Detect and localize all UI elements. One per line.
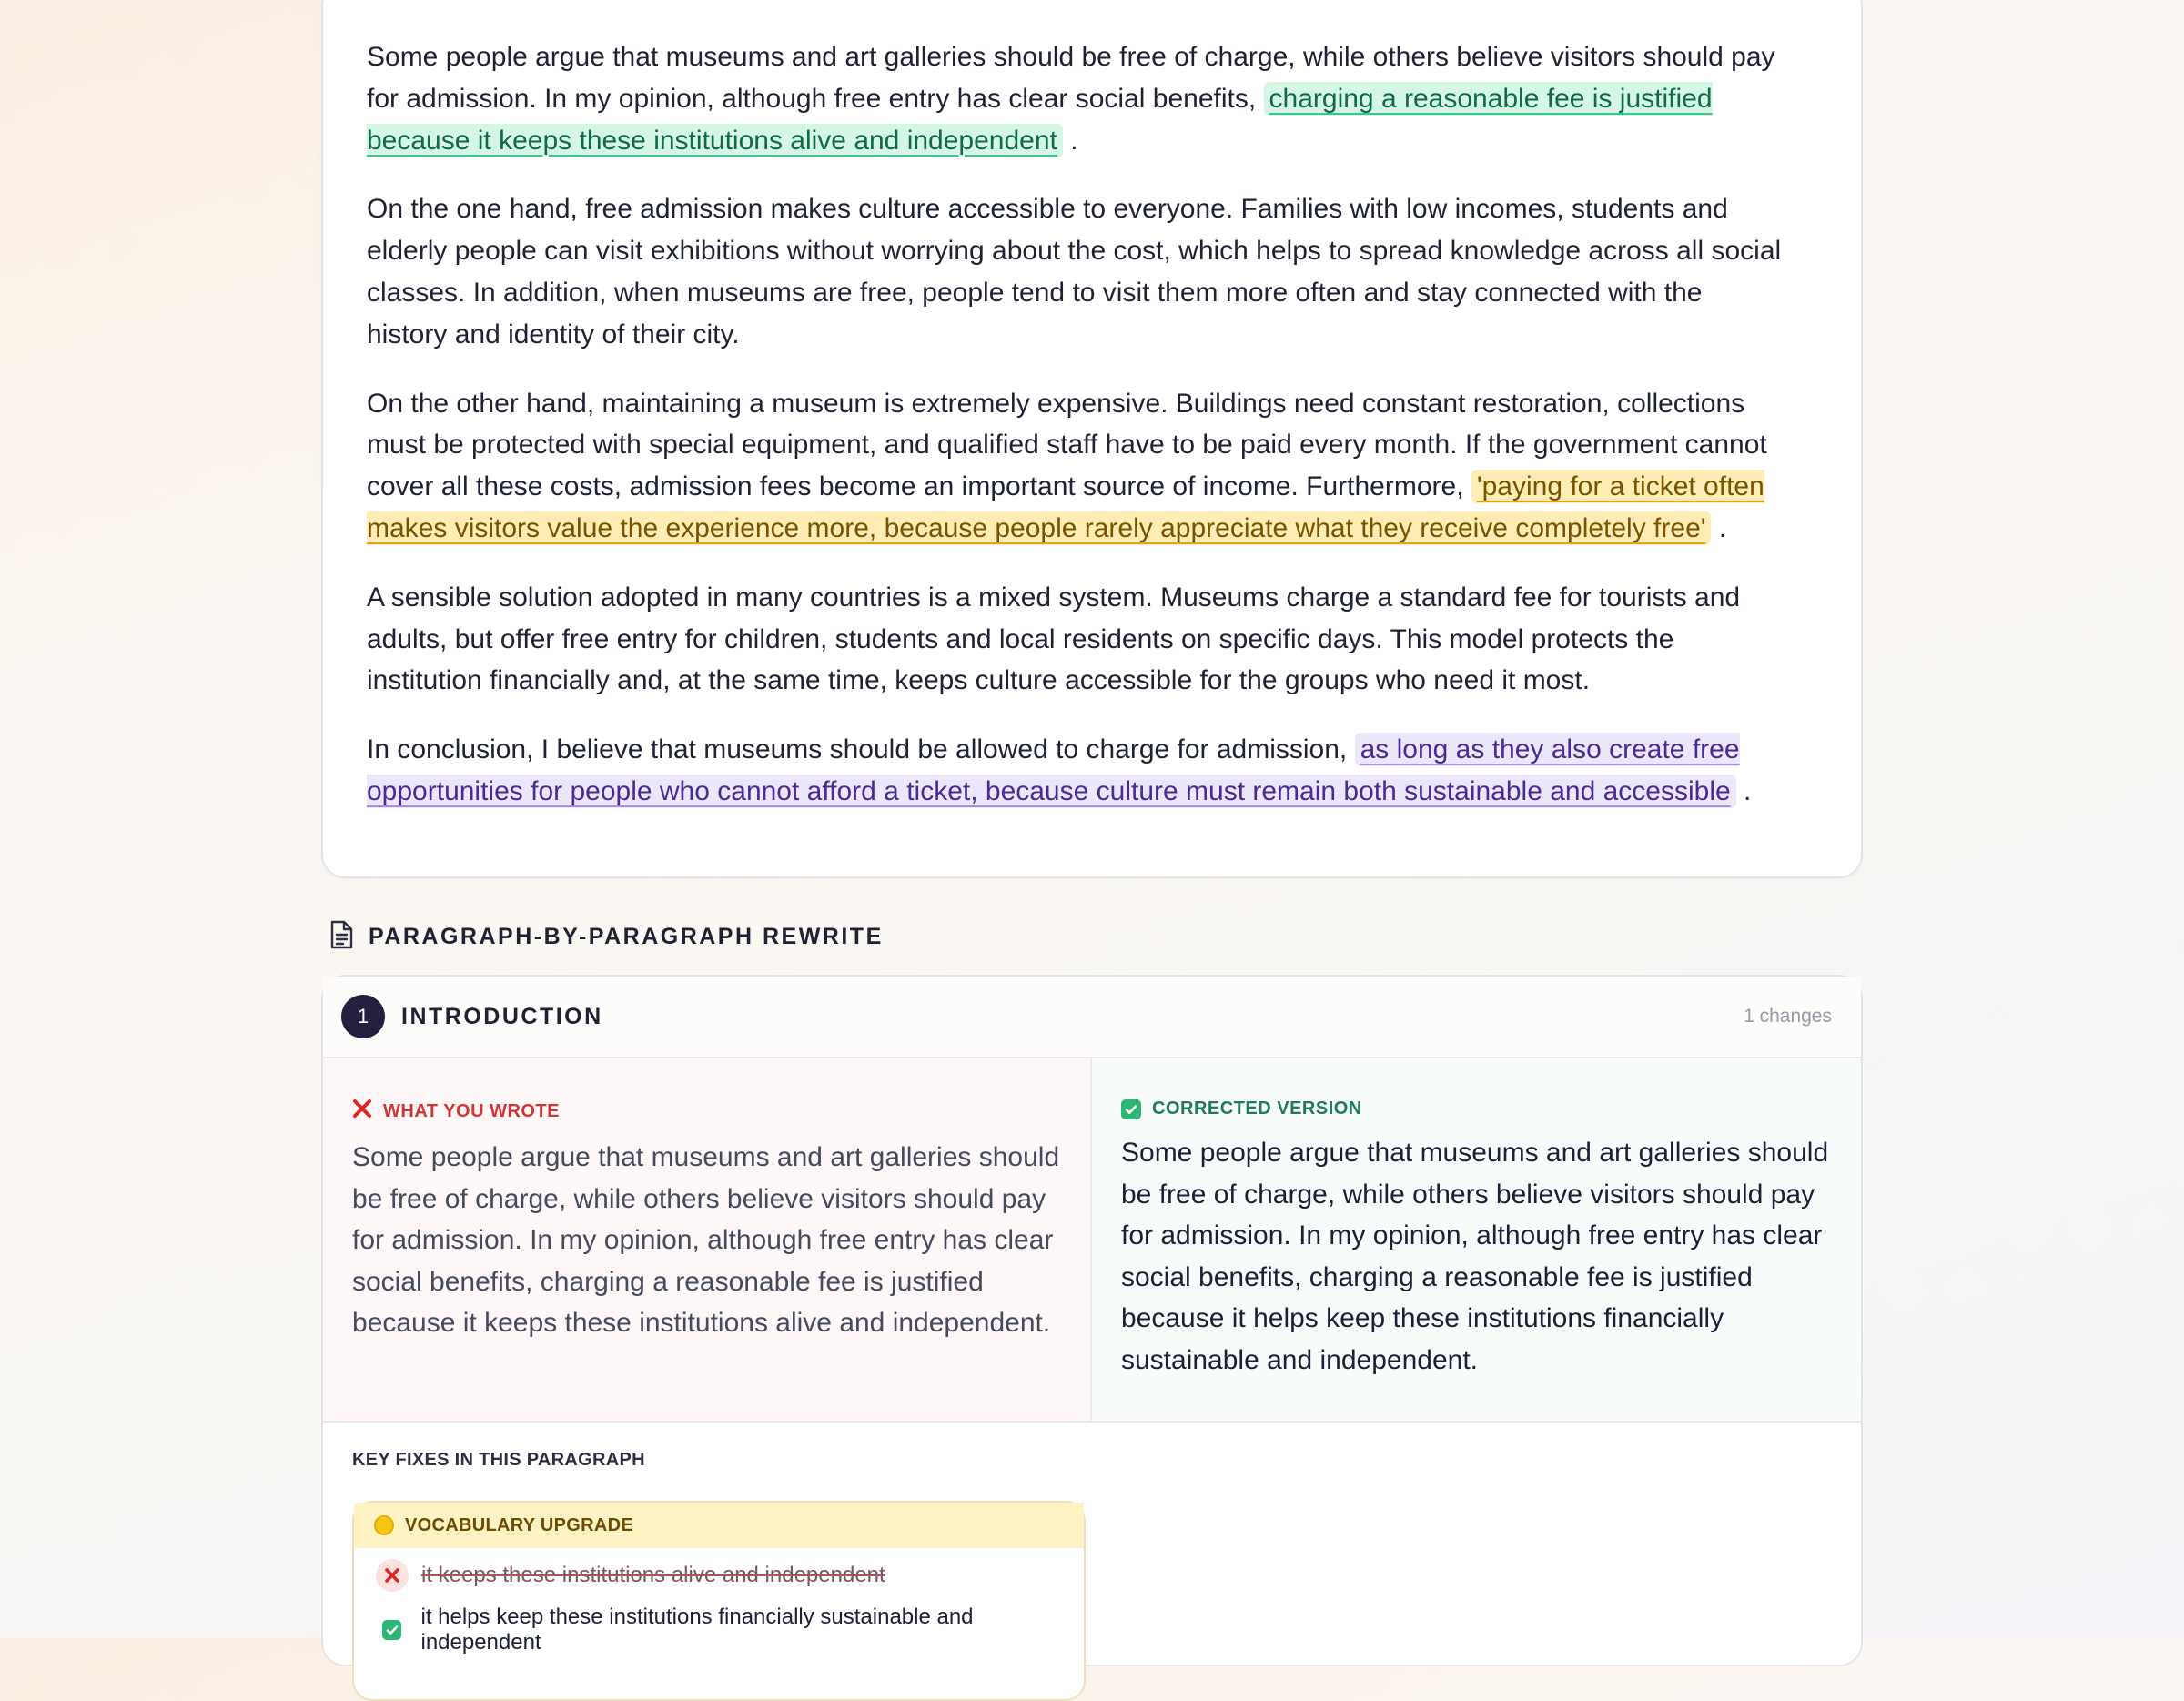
highlight-thesis[interactable]: charging a reasonable fee is justified because it keeps these institutions alive and independent <box>367 83 1713 156</box>
rewrite-header[interactable] <box>323 977 1861 1058</box>
highlight-argument[interactable]: 'paying for a ticket often makes visitors value the experience more, because people rarely appreciate what they receive completely free' <box>367 471 1764 543</box>
fix-new-row <box>354 1603 1084 1657</box>
corrected-label-text: CORRECTED VERSION <box>1152 1099 1362 1119</box>
original-label-text: WHAT YOU WROTE <box>383 1100 561 1121</box>
essay-paragraph-2: On the one hand, free admission makes culture accessible to everyone. Families with low incomes, students and elderly people can visit exhibitions without worrying about the cost, which helps to spread knowledge across all social classes. In addition, when museums are free, people tend to visit them more often and stay connected with the history and identity of their city. <box>367 194 1782 349</box>
corrected-text: Some people argue that museums and art galleries should be free of charge, while others believe visitors should pay for admission. In my opinion, although free entry has clear social benefits, charging a reasonable fee is justified because it helps keep these institutions financially sustainable and independent. <box>1121 1138 1829 1375</box>
essay-text: . <box>1744 775 1752 806</box>
rewrite-title: INTRODUCTION <box>401 1003 603 1029</box>
original-column <box>323 1058 1092 1421</box>
changes-count: 1 changes <box>1744 1006 1832 1027</box>
fix-new-text: it helps keep these institutions financially sustainable and independent <box>420 1605 974 1655</box>
essay-text: Some people argue that museums and art galleries should be free of charge, while others believe visitors should pay for admission. In my opinion, although free entry has clear social benefits, <box>367 42 1775 114</box>
check-icon <box>382 1620 401 1640</box>
essay-text: . <box>1718 512 1727 543</box>
check-icon <box>1121 1099 1141 1119</box>
fix-category-header <box>354 1503 1084 1548</box>
highlight-conclusion[interactable]: as long as they also create free opportunities for people who cannot afford a ticket, because culture must remain both sustainable and accessible <box>367 734 1740 806</box>
essay-text: In conclusion, I believe that museums should be allowed to charge for admission, <box>367 734 1355 765</box>
section-header <box>329 921 884 952</box>
essay-card <box>321 0 1863 878</box>
yellow-dot-icon <box>374 1515 394 1535</box>
fix-category: VOCABULARY UPGRADE <box>405 1514 633 1535</box>
fix-old-text: it keeps these institutions alive and independent <box>421 1563 885 1587</box>
paragraph-number-badge: 1 <box>341 995 385 1038</box>
corrected-label <box>1121 1099 1832 1119</box>
essay-text: . <box>1070 125 1078 156</box>
essay-paragraph-4: A sensible solution adopted in many countries is a mixed system. Museums charge a standard fee for tourists and adults, but offer free entry for children, students and local residents on specific days. This model protects the institution financially and, at the same time, keeps culture accessible for the groups who need it most. <box>367 582 1741 696</box>
corrected-column <box>1092 1058 1861 1421</box>
original-label <box>352 1099 1061 1124</box>
essay-paragraph-3 <box>367 383 1786 550</box>
essay-text: On the other hand, maintaining a museum is extremely expensive. Buildings need constant restoration, collections must be protected with special equipment, and qualified staff have to be paid every month. If the government cannot cover all these costs, admission fees become an important source of income. Furthermore, <box>367 388 1767 502</box>
fix-old-row <box>354 1548 1084 1603</box>
comparison-columns <box>323 1058 1861 1423</box>
cross-icon <box>352 1099 372 1124</box>
essay-paragraph-5 <box>367 729 1786 813</box>
key-fixes-label: KEY FIXES IN THIS PARAGRAPH <box>352 1450 645 1470</box>
fix-card <box>352 1501 1086 1701</box>
rewrite-card <box>321 975 1863 1666</box>
cross-icon <box>376 1559 409 1592</box>
section-title: PARAGRAPH-BY-PARAGRAPH REWRITE <box>369 923 884 949</box>
essay-paragraph-1 <box>367 36 1786 161</box>
document-icon <box>329 920 354 954</box>
original-text: Some people argue that museums and art galleries should be free of charge, while others believe visitors should pay for admission. In my opinion, although free entry has clear social benefits, charging a reasonable fee is justified because it keeps these institutions alive and independent. <box>352 1142 1060 1338</box>
